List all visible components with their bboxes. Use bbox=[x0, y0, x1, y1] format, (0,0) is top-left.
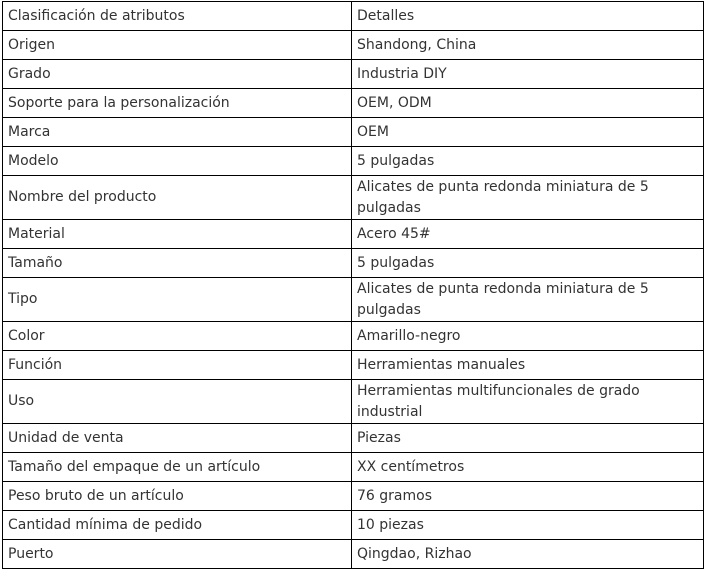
attribute-cell: Puerto bbox=[3, 540, 352, 569]
attribute-cell: Cantidad mínima de pedido bbox=[3, 511, 352, 540]
detail-cell: OEM, ODM bbox=[352, 89, 704, 118]
table-row bbox=[3, 60, 704, 89]
attribute-cell: Nombre del producto bbox=[3, 176, 352, 220]
table-row bbox=[3, 351, 704, 380]
detail-cell: Herramientas multifuncionales de grado industrial bbox=[352, 380, 704, 424]
attribute-cell: Material bbox=[3, 220, 352, 249]
attribute-cell: Peso bruto de un artículo bbox=[3, 482, 352, 511]
detail-cell: 5 pulgadas bbox=[352, 249, 704, 278]
detail-cell: Piezas bbox=[352, 424, 704, 453]
attribute-cell: Color bbox=[3, 322, 352, 351]
attribute-cell: Origen bbox=[3, 31, 352, 60]
detail-cell: 5 pulgadas bbox=[352, 147, 704, 176]
attribute-cell: Grado bbox=[3, 60, 352, 89]
detail-cell: Alicates de punta redonda miniatura de 5 pulgadas bbox=[352, 176, 704, 220]
attribute-cell: Soporte para la personalización bbox=[3, 89, 352, 118]
table-row bbox=[3, 322, 704, 351]
table-row bbox=[3, 220, 704, 249]
table-row bbox=[3, 278, 704, 322]
header-detail: Detalles bbox=[352, 2, 704, 31]
attribute-cell: Uso bbox=[3, 380, 352, 424]
attribute-cell: Función bbox=[3, 351, 352, 380]
detail-cell: Amarillo-negro bbox=[352, 322, 704, 351]
detail-cell: Qingdao, Rizhao bbox=[352, 540, 704, 569]
attribute-cell: Marca bbox=[3, 118, 352, 147]
table-row bbox=[3, 482, 704, 511]
table-row bbox=[3, 511, 704, 540]
detail-cell: Herramientas manuales bbox=[352, 351, 704, 380]
table-row bbox=[3, 249, 704, 278]
detail-cell: OEM bbox=[352, 118, 704, 147]
detail-cell: Acero 45# bbox=[352, 220, 704, 249]
table-row bbox=[3, 540, 704, 569]
attribute-cell: Unidad de venta bbox=[3, 424, 352, 453]
table-row bbox=[3, 31, 704, 60]
detail-cell: Industria DIY bbox=[352, 60, 704, 89]
detail-cell: Alicates de punta redonda miniatura de 5 pulgadas bbox=[352, 278, 704, 322]
table-row bbox=[3, 453, 704, 482]
table-row bbox=[3, 118, 704, 147]
detail-cell: Shandong, China bbox=[352, 31, 704, 60]
detail-cell: 10 piezas bbox=[352, 511, 704, 540]
table-row bbox=[3, 176, 704, 220]
table-row bbox=[3, 380, 704, 424]
detail-cell: 76 gramos bbox=[352, 482, 704, 511]
attribute-cell: Tamaño bbox=[3, 249, 352, 278]
table-row bbox=[3, 89, 704, 118]
table-row bbox=[3, 424, 704, 453]
attribute-cell: Tamaño del empaque de un artículo bbox=[3, 453, 352, 482]
attribute-cell: Tipo bbox=[3, 278, 352, 322]
attribute-cell: Modelo bbox=[3, 147, 352, 176]
table-row bbox=[3, 147, 704, 176]
spec-table bbox=[2, 1, 704, 569]
table-header-row bbox=[3, 2, 704, 31]
header-attribute: Clasificación de atributos bbox=[3, 2, 352, 31]
detail-cell: XX centímetros bbox=[352, 453, 704, 482]
